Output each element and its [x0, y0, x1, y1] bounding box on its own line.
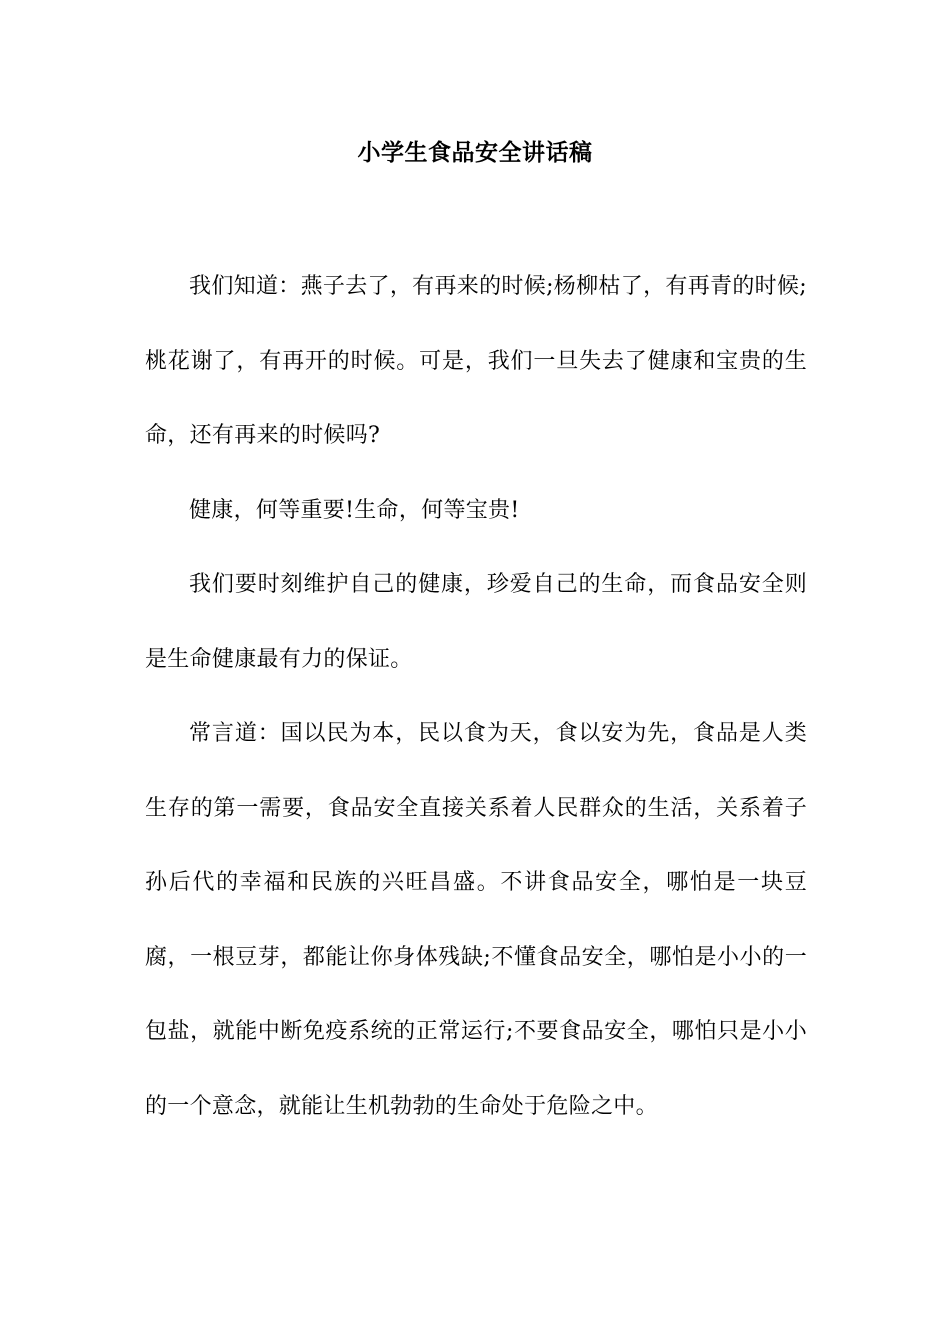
- paragraph-3: 我们要时刻维护自己的健康，珍爱自己的生命，而食品安全则是生命健康最有力的保证。: [145, 572, 807, 672]
- paragraph-1: 我们知道：燕子去了，有再来的时候;杨柳枯了，有再青的时候;桃花谢了，有再开的时候。可是，我们一旦失去了健康和宝贵的生命，还有再来的时候吗?: [145, 274, 807, 448]
- document-title: 小学生食品安全讲话稿: [357, 139, 593, 166]
- paragraph-2: 健康，何等重要!生命，何等宝贵!: [189, 497, 520, 523]
- document-body: [145, 250, 807, 1144]
- paragraph-4: 常言道：国以民为本，民以食为天，食以安为先，食品是人类生存的第一需要，食品安全直接关系着人民群众的生活，关系着子孙后代的幸福和民族的兴旺昌盛。不讲食品安全，哪怕是一块豆腐，一根豆芽，都能让你身体残缺;不懂食品安全，哪怕是小小的一包盐，就能中断免疫系统的正常运行;不要食品安全，哪怕只是小小的一个意念，就能让生机勃勃的生命处于危险之中。: [145, 721, 807, 1119]
